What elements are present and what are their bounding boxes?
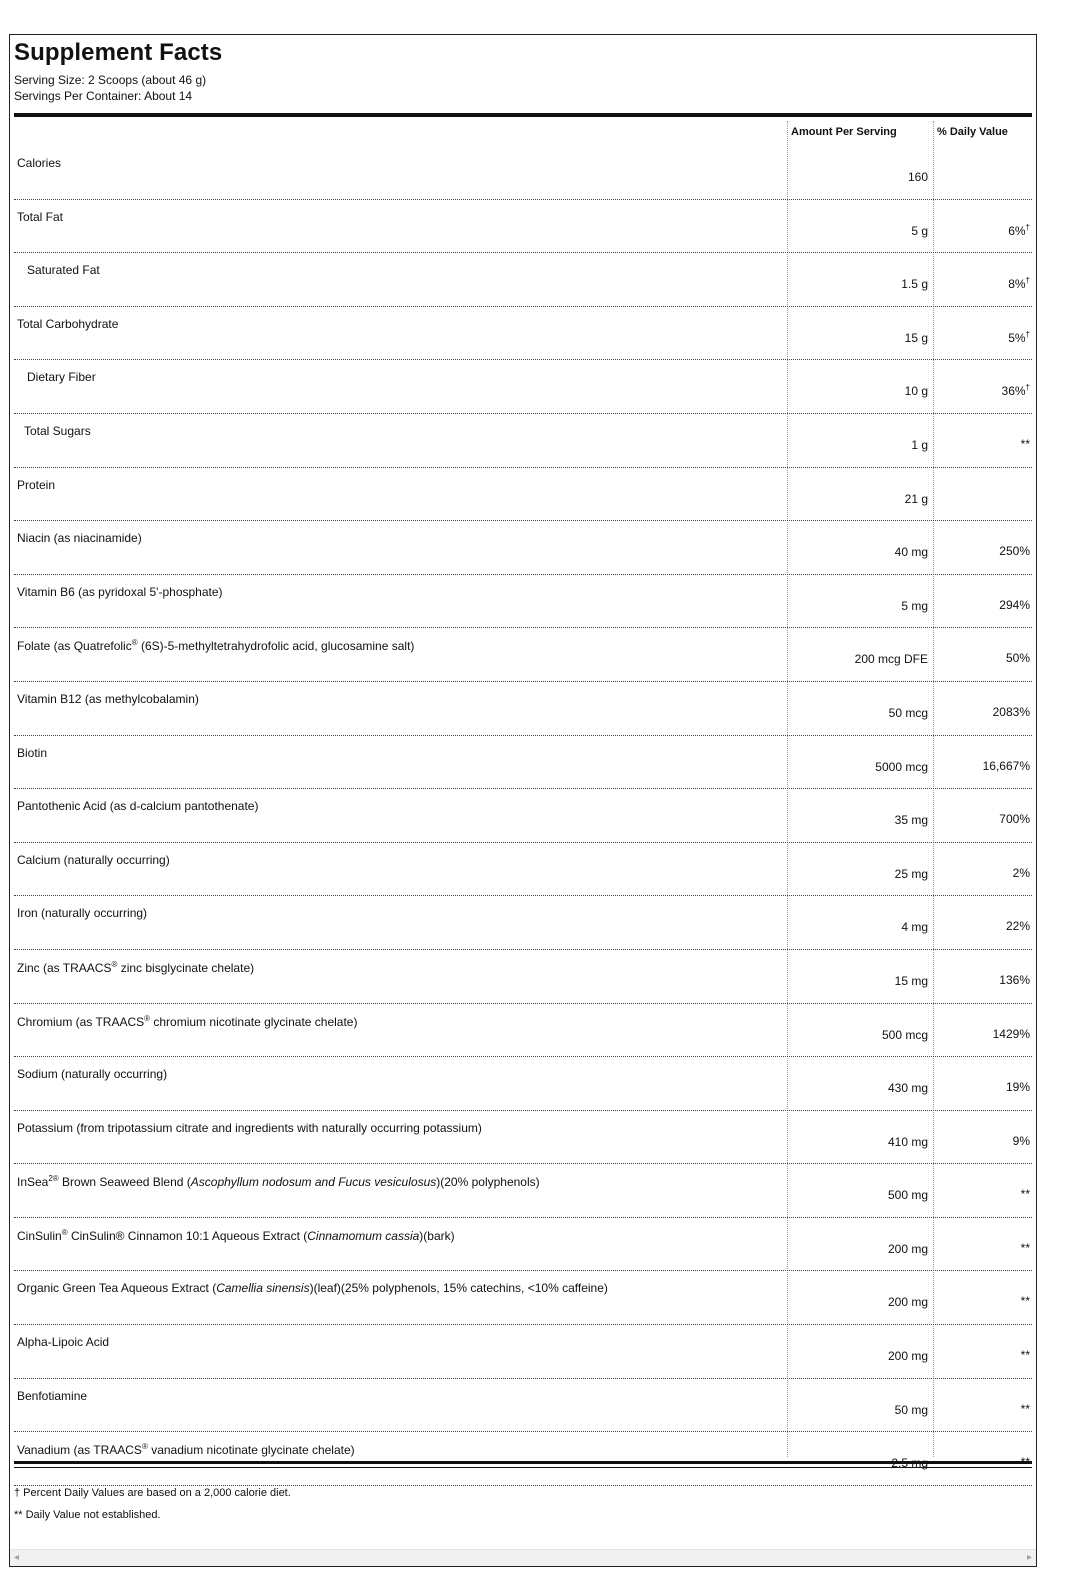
nutrient-daily-value: 2083% [992, 704, 1030, 719]
nutrient-daily-value: ** [1020, 1294, 1030, 1309]
table-row [14, 789, 1032, 843]
nutrient-amount: 35 mg [894, 813, 928, 828]
nutrient-label: Sodium (naturally occurring) [17, 1067, 168, 1082]
nutrient-daily-value: 1429% [992, 1026, 1030, 1041]
nutrient-amount: 2.5 mg [891, 1456, 928, 1471]
nutrient-label: Total Carbohydrate [17, 316, 119, 331]
nutrient-daily-value: 2% [1012, 865, 1030, 880]
nutrient-daily-value: 6%† [1008, 222, 1030, 238]
table-row [14, 1218, 1032, 1272]
nutrient-daily-value: 36%† [1001, 383, 1030, 399]
nutrient-amount: 1.5 g [901, 277, 928, 292]
nutrient-amount: 50 mcg [888, 705, 928, 720]
table-row [14, 414, 1032, 468]
table-row [14, 253, 1032, 307]
table-row [14, 628, 1032, 682]
table-row [14, 1432, 1032, 1486]
nutrient-daily-value: 19% [1005, 1080, 1030, 1095]
nutrient-daily-value: ** [1020, 1401, 1030, 1416]
nutrient-amount: 1 g [911, 437, 928, 452]
nutrient-label: Benfotiamine [17, 1388, 88, 1403]
nutrient-label: Pantothenic Acid (as d-calcium pantothenate) [17, 799, 259, 814]
supplement-facts-panel [9, 34, 1037, 1567]
nutrient-amount: 500 mg [887, 1188, 928, 1203]
nutrient-daily-value: 9% [1012, 1133, 1030, 1148]
table-row [14, 307, 1032, 361]
nutrient-amount: 500 mcg [881, 1027, 928, 1042]
table-row [14, 682, 1032, 736]
table-row [14, 1271, 1032, 1325]
nutrient-amount: 5000 mcg [875, 759, 928, 774]
nutrient-daily-value: 16,667% [982, 758, 1030, 773]
nutrient-amount: 15 g [904, 330, 928, 345]
nutrient-label: Vitamin B12 (as methylcobalamin) [17, 691, 199, 706]
table-row [14, 521, 1032, 575]
nutrient-label: CinSulin® CinSulin® Cinnamon 10:1 Aqueous Extract (Cinnamomum cassia)(bark) [17, 1227, 455, 1243]
serving-size: Serving Size: 2 Scoops (about 46 g) [14, 73, 207, 87]
nutrient-label: Dietary Fiber [27, 370, 96, 385]
nutrient-label: Organic Green Tea Aqueous Extract (Camellia sinensis)(leaf)(25% polyphenols, 15% catechins, <10% caffeine) [17, 1281, 608, 1296]
nutrient-label: Alpha-Lipoic Acid [17, 1335, 110, 1350]
nutrient-daily-value: ** [1020, 1240, 1030, 1255]
table-row [14, 896, 1032, 950]
table-row [14, 736, 1032, 790]
scroll-left-arrow-icon[interactable]: ◂ [14, 1552, 20, 1563]
servings-per-container: Servings Per Container: About 14 [14, 89, 193, 103]
table-row [14, 843, 1032, 897]
nutrient-label: Calcium (naturally occurring) [17, 852, 170, 867]
thick-divider [14, 113, 1032, 117]
table-row [14, 1379, 1032, 1433]
footnote-dagger: † Percent Daily Values are based on a 2,000 calorie diet. [14, 1487, 291, 1499]
nutrient-daily-value: ** [1020, 436, 1030, 451]
nutrient-amount: 410 mg [887, 1134, 928, 1149]
nutrient-amount: 21 g [904, 491, 928, 506]
nutrient-label: Niacin (as niacinamide) [17, 531, 142, 546]
nutrient-daily-value: 294% [999, 597, 1030, 612]
nutrient-daily-value: 136% [999, 972, 1030, 987]
nutrient-daily-value: 700% [999, 812, 1030, 827]
table-row [14, 146, 1032, 200]
table-row [14, 468, 1032, 522]
nutrient-daily-value: ** [1020, 1187, 1030, 1202]
footnote-double-star: ** Daily Value not established. [14, 1509, 161, 1521]
nutrient-daily-value: 8%† [1008, 276, 1030, 292]
nutrient-amount: 200 mcg DFE [854, 652, 928, 667]
nutrient-table [14, 146, 1032, 1486]
nutrient-label: Total Fat [17, 209, 64, 224]
table-row [14, 575, 1032, 629]
table-row [14, 950, 1032, 1004]
nutrient-amount: 160 [907, 170, 928, 184]
header-amount-per-serving: Amount Per Serving [791, 126, 897, 138]
panel-title: Supplement Facts [14, 39, 223, 66]
nutrient-amount: 5 mg [901, 598, 928, 613]
nutrient-label: Protein [17, 477, 56, 492]
table-row [14, 1325, 1032, 1379]
nutrient-daily-value: 250% [999, 544, 1030, 559]
table-row [14, 1164, 1032, 1218]
nutrient-label: Chromium (as TRAACS® chromium nicotinate glycinate chelate) [17, 1013, 358, 1029]
bottom-divider [14, 1461, 1032, 1468]
nutrient-label: InSea$^{2®}$ Brown Seaweed Blend (Ascophyllum nodosum and Fucus vesiculosus)(20% polyphenols) [17, 1174, 540, 1190]
nutrient-amount: 10 g [904, 384, 928, 399]
nutrient-amount: 25 mg [894, 866, 928, 881]
nutrient-label: Iron (naturally occurring) [17, 906, 148, 921]
scroll-right-arrow-icon[interactable]: ▸ [1026, 1552, 1032, 1563]
nutrient-amount: 200 mg [887, 1241, 928, 1256]
nutrient-amount: 200 mg [887, 1349, 928, 1364]
nutrient-label: Potassium (from tripotassium citrate and ingredients with naturally occurring potassium) [17, 1120, 482, 1135]
nutrient-label: Vitamin B6 (as pyridoxal 5'-phosphate) [17, 584, 223, 599]
nutrient-daily-value: 50% [1005, 651, 1030, 666]
nutrient-label: Vanadium (as TRAACS® vanadium nicotinate glycinate chelate) [17, 1442, 355, 1458]
nutrient-amount: 200 mg [887, 1295, 928, 1310]
nutrient-daily-value: ** [1020, 1455, 1030, 1470]
nutrient-amount: 5 g [911, 223, 928, 238]
table-row [14, 1111, 1032, 1165]
nutrient-amount: 430 mg [887, 1081, 928, 1096]
nutrient-daily-value: 22% [1005, 919, 1030, 934]
nutrient-amount: 50 mg [894, 1402, 928, 1417]
nutrient-label: Calories [17, 156, 62, 170]
horizontal-scrollbar[interactable] [10, 1549, 1036, 1566]
nutrient-label: Total Sugars [24, 423, 91, 438]
header-daily-value: % Daily Value [937, 126, 1008, 138]
nutrient-amount: 40 mg [894, 545, 928, 560]
table-row [14, 1004, 1032, 1058]
nutrient-daily-value: ** [1020, 1348, 1030, 1363]
nutrient-amount: 15 mg [894, 973, 928, 988]
nutrient-daily-value: 5%† [1008, 329, 1030, 345]
nutrient-label: Biotin [17, 745, 48, 760]
table-row [14, 200, 1032, 254]
serving-info [14, 72, 206, 104]
nutrient-label: Folate (as Quatrefolic® (6S)-5-methyltetrahydrofolic acid, glucosamine salt) [17, 638, 415, 654]
table-row [14, 360, 1032, 414]
nutrient-label: Saturated Fat [27, 263, 100, 278]
nutrient-label: Zinc (as TRAACS® zinc bisglycinate chelate) [17, 959, 255, 975]
table-row [14, 1057, 1032, 1111]
nutrient-amount: 4 mg [901, 920, 928, 935]
